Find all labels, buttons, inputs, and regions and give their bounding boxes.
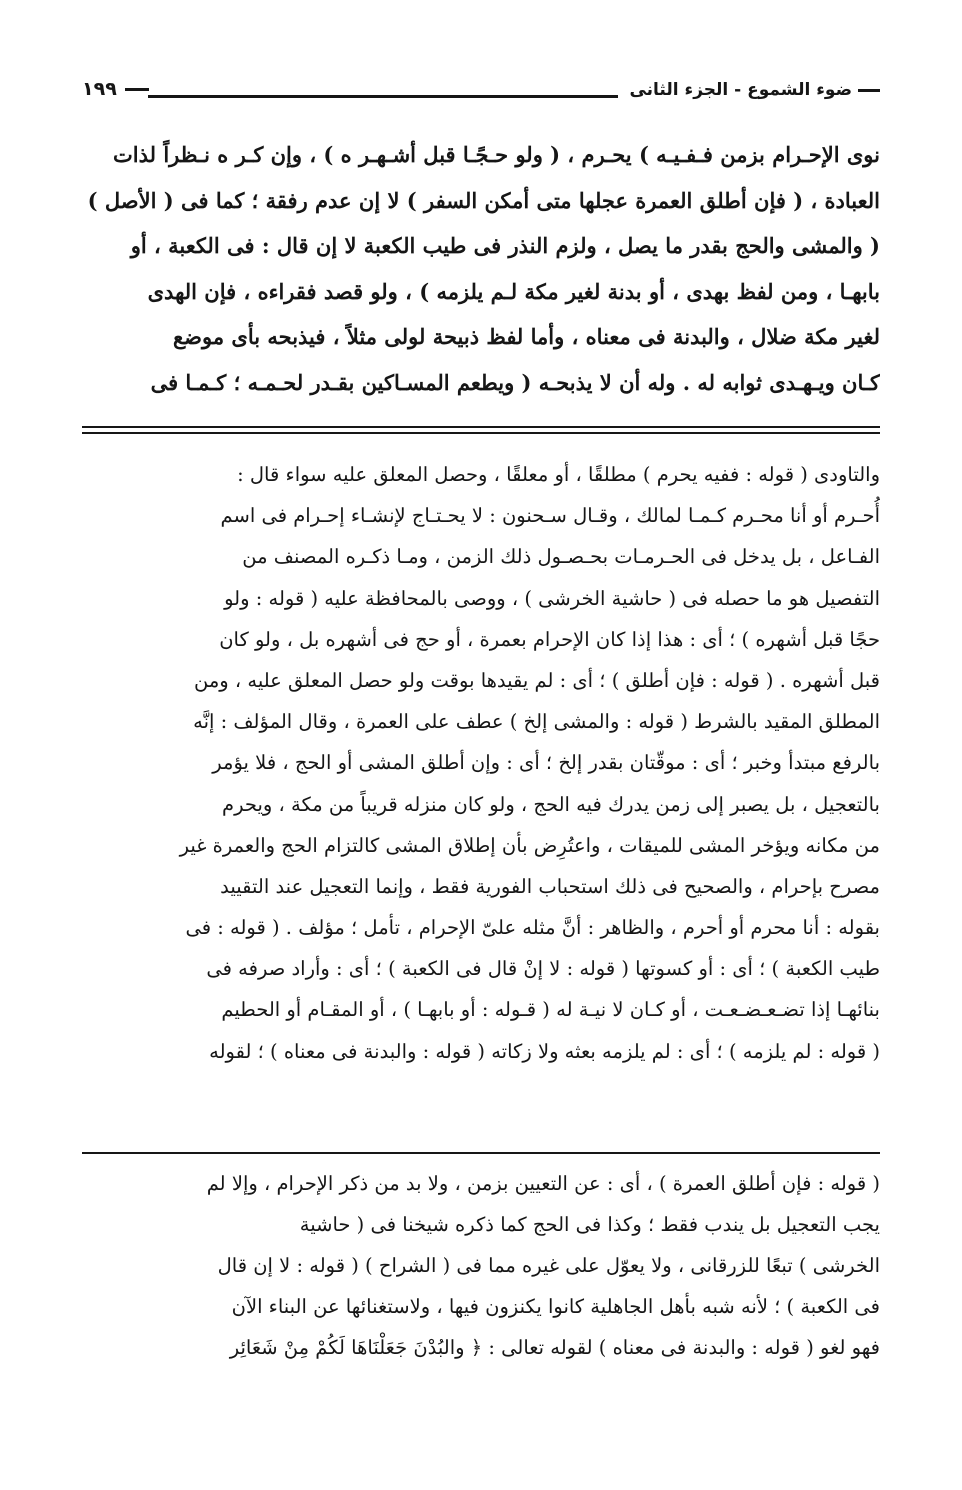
- commentary-line: حجًا قبل أشهره ) ؛ أى : هذا إذا كان الإحرام بعمرة ، أو حج فى أشهره بل ، ولو كان: [219, 627, 880, 651]
- footnote-line: ( قوله : فإن أطلق العمرة ) ، أى : عن التعيين بزمن ، ولا بد من ذكر الإحرام ، وإلا لم: [206, 1172, 880, 1195]
- book-title: ضوء الشموع - الجزء الثانى: [629, 80, 880, 100]
- footnote-divider: [82, 1152, 880, 1154]
- commentary-line: من مكانه ويؤخر المشى للميقات ، واعتُرِض بأن إطلاق المشى كالتزام الحج والعمرة غير: [179, 833, 880, 857]
- page-number: ١٩٩: [82, 78, 149, 100]
- commentary-line: التفصيل هو ما حصله فى ( حاشية الخرشى ) ، ووصى بالمحافظة عليه ( قوله : ولو: [224, 586, 880, 610]
- running-header: [82, 78, 880, 112]
- footnote-text: [82, 1163, 880, 1368]
- main-text-line: نوى الإحـرام بزمن فـفـيـه ) يحـرم ، ( ولو حـجًـا قبل أشـهـر ه ) ، وإن كـر ه نـظراً لذات: [112, 142, 880, 167]
- commentary-line: المطلق المقيد بالشرط ( قوله : والمشى إلخ ) عطف على العمرة ، وقال المؤلف : إنَّه: [193, 710, 880, 734]
- commentary-line: بالرفع مبتدأ وخبر ؛ أى : موقّتان بقدر إلخ ؛ أى : وإن أطلق المشى أو الحج ، فلا يؤمر: [212, 751, 880, 775]
- commentary-line: طيب الكعبة ) ؛ أى : أو كسوتها ( قوله : لا إنْ قال فى الكعبة ) ؛ أى : وأراد صرفه فى: [206, 957, 880, 981]
- header-rule: [148, 95, 618, 98]
- main-text-line: لغير مكة ضلال ، والبدنة فى معناه ، وأما لفظ ذبيحة لولى مثلاً ، فيذبحه بأى موضع: [172, 324, 880, 349]
- footnote-line: فهو لغو ( قوله : والبدنة فى معناه ) لقوله تعالى : ﴿ والبُدْنَ جَعَلْنَاهَا لَكُمْ مِنْ شَعَائِر: [229, 1336, 880, 1359]
- commentary-line: بالتعجيل ، بل يصبر إلى زمن يدرك فيه الحج ، ولو كان منزله قريباً من مكة ، ويحرم: [222, 792, 880, 816]
- section-divider-double: [82, 426, 880, 434]
- main-text: [82, 132, 880, 405]
- footnote-line: يجب التعجيل بل يندب فقط ؛ وكذا فى الحج كما ذكره شيخنا فى ( حاشية: [299, 1213, 880, 1236]
- footnote-line: الخرشى ) تبعًا للزرقانى ، ولا يعوّل على غيره مما فى ( الشراح ) ( قوله : لا إن قال: [217, 1254, 880, 1277]
- commentary-line: الفـاعل ، بل يدخل فى الحـرمـات بحـصـول ذلك الزمن ، ومـا ذكـره المصنف من: [242, 545, 880, 569]
- commentary-line: والتاودى ( قوله : ففيه يحرم ) مطلقًا ، أو معلقًا ، وحصل المعلق عليه سواء قال :: [237, 463, 880, 486]
- footnote-line: فى الكعبة ) ؛ لأنه شبه بأهل الجاهلية كانوا يكنزون فيها ، ولاستغنائها عن البناء الآن: [231, 1295, 880, 1318]
- commentary-line: أُحـرم أو أنا محـرم كـمـا لمالك ، وقـال سـحنون : لا يحـتـاج لإنشـاء إحـرام فى اسم: [220, 504, 880, 528]
- commentary-line: بقوله : أنا محرم أو أحرم ، والظاهر : أنَّ مثله علىّ الإحرام ، تأمل ؛ مؤلف . ( قوله : فى: [185, 916, 880, 940]
- commentary-line: مصرح بإحرام ، والصحيح فى ذلك استحباب الفورية فقط ، وإنما التعجيل عند التقييد: [220, 874, 880, 898]
- main-text-line: ( والمشى والحج بقدر ما يصل ، ولزم النذر فى طيب الكعبة لا إن قال : فى الكعبة ، أو: [130, 233, 880, 258]
- commentary-line: بنائهـا إذا تضـعـضـعـت ، أو كـان لا نيـة له ( قـوله : أو بابهـا ) ، أو المقـام أو الحطيم: [221, 998, 880, 1022]
- commentary-line: ( قوله : لم يلزمه ) ؛ أى : لم يلزمه بعثه ولا زكاته ( قوله : والبدنة فى معناه ) ؛ لقوله: [209, 1039, 880, 1063]
- commentary-line: قبل أشهره . ( قوله : فإن أطلق ) ؛ أى : لم يقيدها بوقت ولو حصل المعلق عليه ، ومن: [193, 668, 880, 692]
- main-text-line: بابهـا ، ومن لفظ بهدى ، أو بدنة لغير مكة لـم يلزمه ) ، ولو قصد فقراءه ، فإن الهدى: [147, 278, 880, 304]
- main-text-line: كـان ويـهـدى ثوابه له . وله أن لا يذبحـه ( ويطعم المسـاكين بقـدر لحـمـه ؛ كـمـا فى: [150, 369, 880, 395]
- commentary-text: [82, 454, 880, 1072]
- main-text-line: العبادة ، ( فإن أطلق العمرة عجلها متى أمكن السفر ) لا إن عدم رفقة ؛ كما فى ( الأصل ): [87, 187, 880, 213]
